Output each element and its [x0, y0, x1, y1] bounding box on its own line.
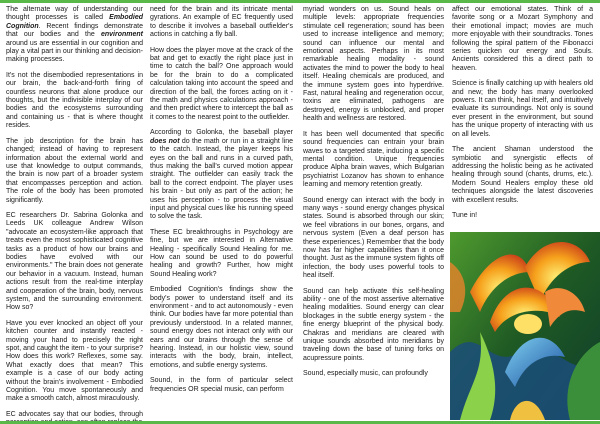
paragraph-tune-in: Tune in! [452, 211, 478, 219]
paragraph: Sound, in the form of particular select frequencies OR special music, can perform [150, 377, 293, 393]
paragraph: Science is finally catching up with healers old and new; the body has many overlooked powers. It can think, heal itself, and intuitively evaluate its surroundings. Not only is sound ever present in the environment, but sound has the unique property of interacting with us on all levels. [452, 80, 593, 138]
text-column-3 [303, 6, 444, 386]
paragraph: Sound can help activate this self-healing ability - one of the most assertive alternative healing modalities. Sound energy can clear blockages in the subtle energy system - the fine energy blueprint of the physical body. Chakras and meridians are cleared with unique sounds absorbed into meridians by traveling down the base of tuning forks on acupressure points. [303, 287, 444, 362]
text-column-4 [452, 6, 593, 227]
flower-painting-image [450, 232, 600, 420]
paragraph: Sound, especially music, can profoundly [303, 370, 428, 378]
paragraph: affect our emotional states. Think of a favorite song or a Mozart Symphony and their emotional impact; movies are much more enjoyable with their soundtracks. Tones following the spiral pattern of the Fibonacci series quicken our energy and Souls. Ancients considered this a direct path to heaven. [452, 6, 593, 72]
paragraph: Sound energy can interact with the body in many ways - sound energy changes physical states. Sound is absorbed through our skin; we feel vibrations in our bones, organs, and nervous system (Even a deaf person has these experiences.) Remember that the body now has far higher capabilities than it once thought. Just as the immune system fights off infection, the body uses powerful tools to heal itself. [303, 196, 444, 280]
paragraph: The job description for the brain has changed; instead of having to represent information about the external world and use that knowledge to output commands, the brain is now part of a broader system that encompasses perception and action. The role of the body has been promoted significantly. [6, 137, 143, 204]
emphasis-does-not: does not [150, 137, 180, 145]
paragraph: EC researchers Dr. Sabrina Golonka and Leeds UK colleague Andrew Wilson "advocate an ecosystem-like approach that treats even the most sophisticated cognitive tasks as a product of how our brains and bodies have evolved with our environments." The brain does not generate our behavior in a vacuum. Instead, human actions result from the real-time interplay and cooperation of the brain, body, nervous system, and the surrounding environment. How so? [6, 211, 143, 312]
top-green-border [0, 0, 600, 3]
paragraph: Have you ever knocked an object off your kitchen counter and instantly reacted - moving your hand to precisely the right spot, and caught the item - to your surprise? How does this work? Reflexes, some say. What exactly does that mean? This example is a case of our body acting without the brain's involvement - Embodied Cognition. You move spontaneously and make a smooth catch, almost miraculously. [6, 319, 143, 403]
emphasis-embodied-cognition: Embodied Cognition [6, 14, 143, 30]
paragraph: EC advocates say that our bodies, through [6, 410, 143, 418]
emphasis-environment: environment [100, 31, 143, 39]
text-column-1 [6, 6, 143, 424]
paragraph: It's not the disembodied representations in our brain, the back-and-forth firing of countless neurons that alone produce our thoughts, but the indivisible interplay of our bodies and the ecosystems surrounding and containing us - that is where thought resides. [6, 71, 143, 130]
paragraph: It has been well documented that specific sound frequencies can entrain your brain waves to a targeted state, inducing a specific mental condition. Unique frequencies produce Alpha brain waves, which Bulgarian psychiatrist Lozanov has shown to enhance learning and memory retention greatly. [303, 130, 444, 189]
paragraph: The ancient Shaman understood the symbiotic and synergistic effects of addressing the holistic being as he activated healing through sound (chants, drums, etc.). Modern Sound Healers employ these old techniques alongside the latest discoveries with excellent results. [452, 146, 593, 204]
paragraph: need for the brain and its intricate mental gyrations. An example of EC frequently used to describe it involves a baseball outfielder's actions in catching a fly ball. [150, 6, 293, 39]
paragraph: How does the player move at the crack of the bat and get to exactly the right place just in time to catch the ball? One approach would be for the brain to do a complicated calculation taking into account the speed and direction of the ball, the forces acting on it - the math and physics calculations approach - and then predict where to intercept the ball as it comes to the nearest point to the outfielder. [150, 46, 293, 121]
paragraph: These EC breakthroughs in Psychology are fine, but we are interested in Alternative Healing - specifically Sound Healing for me. How can sound be used to do powerful healing and growth? Further, how might Sound Healing work? [150, 228, 293, 278]
paragraph: Embodied Cognition's findings show the body's power to understand itself and its environment - and to act autonomously - even think. Our bodies have far more potential than previously understood. In a related manner, sound energy does not interact only with our ears and our brains through the sense of hearing. Instead, in our holistic view, sound interacts with the body, brain, intellect, emotions, and subtle energy systems. [150, 286, 293, 369]
paragraph: myriad wonders on us. Sound heals on multiple levels: appropriate frequencies stimulate cell regeneration; sound has been used to increase intelligence and memory; sound can influence our mental and emotional aspects. Perhaps in its most remarkable healing modality - sound activates the mind to power the body to heal itself. Healing chemicals are produced, and the immune system goes into hyperdrive. Fast, natural healing and regeneration occur, toxins are eliminated, pathogens are destroyed, energy is unblocked, and proper health and wellness are restored. [303, 6, 444, 123]
paragraph: According to Golonka, the baseball player does not do the math or run in a straight line to the catch. Instead, the player keeps his eyes on the ball and runs in a curved path, thus making the ball's curved motion appear straight. The outfielder can easily track the ball to the correct endpoint. The player uses his brain - but only as part of the action; he uses his perception - to process the visual input and physical cues like his running speed to solve the task. [150, 129, 293, 221]
text-column-2 [150, 6, 293, 401]
paragraph: The alternate way of understanding our thought processes is called Embodied Cognition. Recent findings demonstrate that our bodies and the environment around us are essential in our cognition and play a vital part in our thinking and decision-making processes. [6, 6, 143, 64]
